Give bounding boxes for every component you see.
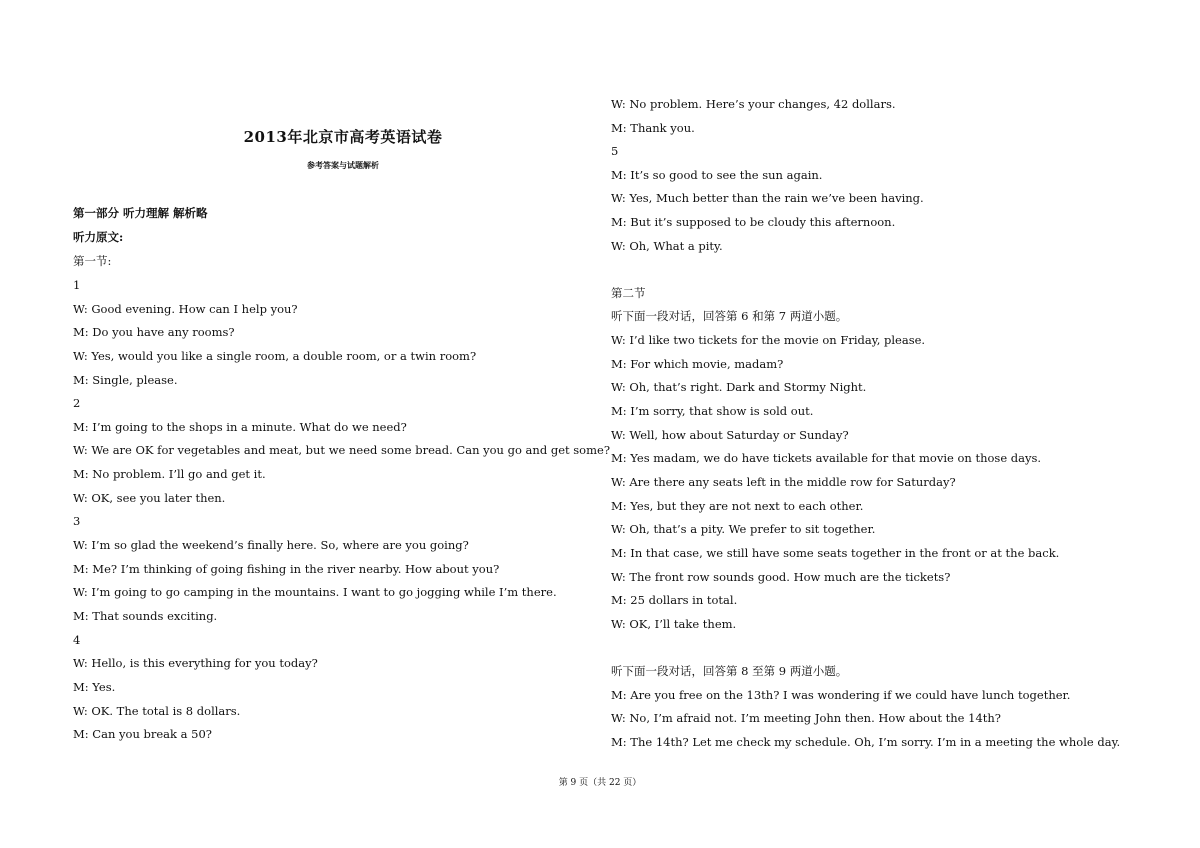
transcript-line: W: Well, how about Saturday or Sunday?	[611, 428, 849, 442]
transcript-line: M: Do you have any rooms?	[73, 325, 235, 339]
transcript-line: M: It’s so good to see the sun again.	[611, 168, 823, 182]
transcript-line: W: Oh, that’s a pity. We prefer to sit together.	[611, 522, 876, 536]
section-two-heading: 第二节	[611, 286, 646, 300]
transcript-line: W: I’d like two tickets for the movie on Friday, please.	[611, 333, 926, 347]
transcript-line: M: 25 dollars in total.	[611, 593, 738, 607]
transcript-line: M: For which movie, madam?	[611, 357, 784, 371]
page-title: 2013年北京市高考英语试卷	[243, 128, 443, 146]
transcript-line: W: OK. The total is 8 dollars.	[73, 704, 241, 718]
transcript-line: M: Are you free on the 13th? I was wondering if we could have lunch together.	[611, 688, 1071, 702]
transcript-line: M: In that case, we still have some seats together in the front or at the back.	[611, 546, 1060, 560]
transcript-line: W: Are there any seats left in the middle row for Saturday?	[611, 475, 956, 489]
page-subtitle: 参考答案与试题解析	[307, 160, 379, 170]
transcript-line: W: Yes, Much better than the rain we’ve been having.	[611, 191, 924, 205]
transcript-line: W: Yes, would you like a single room, a double room, or a twin room?	[73, 349, 477, 363]
transcript-line: M: I’m going to the shops in a minute. What do we need?	[73, 420, 407, 434]
transcript-line: W: Oh, What a pity.	[611, 239, 723, 253]
transcript-line: W: I’m so glad the weekend’s finally here. So, where are you going?	[73, 538, 469, 552]
transcript-line: M: Yes.	[73, 680, 116, 694]
page-number: 第 9 页（共 22 页）	[558, 778, 642, 788]
transcript-line: 1	[73, 278, 81, 292]
transcript-line: M: Me? I’m thinking of going fishing in the river nearby. How about you?	[73, 562, 500, 576]
transcript-line: 5	[611, 144, 619, 158]
transcript-line: W: No problem. Here’s your changes, 42 dollars.	[611, 97, 896, 111]
transcript-line: M: Thank you.	[611, 121, 695, 135]
transcript-line: W: I’m going to go camping in the mountains. I want to go jogging while I’m there.	[73, 585, 557, 599]
transcript-heading: 听力原文:	[73, 230, 124, 244]
transcript-line: 4	[73, 633, 81, 647]
transcript-line: W: OK, I’ll take them.	[611, 617, 737, 631]
transcript-line: W: OK, see you later then.	[73, 491, 226, 505]
transcript-line: 3	[73, 514, 81, 528]
transcript-line: M: Single, please.	[73, 373, 178, 387]
transcript-line: W: No, I’m afraid not. I’m meeting John then. How about the 14th?	[611, 711, 1001, 725]
question-instruction: 听下面一段对话，回答第 8 至第 9 两道小题。	[611, 664, 848, 678]
transcript-line: 2	[73, 396, 81, 410]
transcript-line: M: No problem. I’ll go and get it.	[73, 467, 266, 481]
transcript-line: M: Can you break a 50?	[73, 727, 212, 741]
transcript-line: M: But it’s supposed to be cloudy this afternoon.	[611, 215, 896, 229]
transcript-line: W: We are OK for vegetables and meat, but we need some bread. Can you go and get some?	[73, 443, 610, 457]
transcript-line: 第一节:	[73, 254, 112, 268]
transcript-line: W: Hello, is this everything for you today?	[73, 656, 318, 670]
section-heading: 第一部分 听力理解 解析略	[73, 206, 208, 220]
transcript-line: M: Yes, but they are not next to each other.	[611, 499, 864, 513]
transcript-line: W: Good evening. How can I help you?	[73, 302, 298, 316]
transcript-line: W: The front row sounds good. How much are the tickets?	[611, 570, 951, 584]
transcript-line: M: That sounds exciting.	[73, 609, 218, 623]
transcript-line: M: The 14th? Let me check my schedule. Oh, I’m sorry. I’m in a meeting the whole day.	[611, 735, 1121, 749]
transcript-line: W: Oh, that’s right. Dark and Stormy Night.	[611, 380, 867, 394]
question-instruction: 听下面一段对话，回答第 6 和第 7 两道小题。	[611, 309, 848, 323]
transcript-line: M: Yes madam, we do have tickets available for that movie on those days.	[611, 451, 1042, 465]
transcript-line: M: I’m sorry, that show is sold out.	[611, 404, 814, 418]
